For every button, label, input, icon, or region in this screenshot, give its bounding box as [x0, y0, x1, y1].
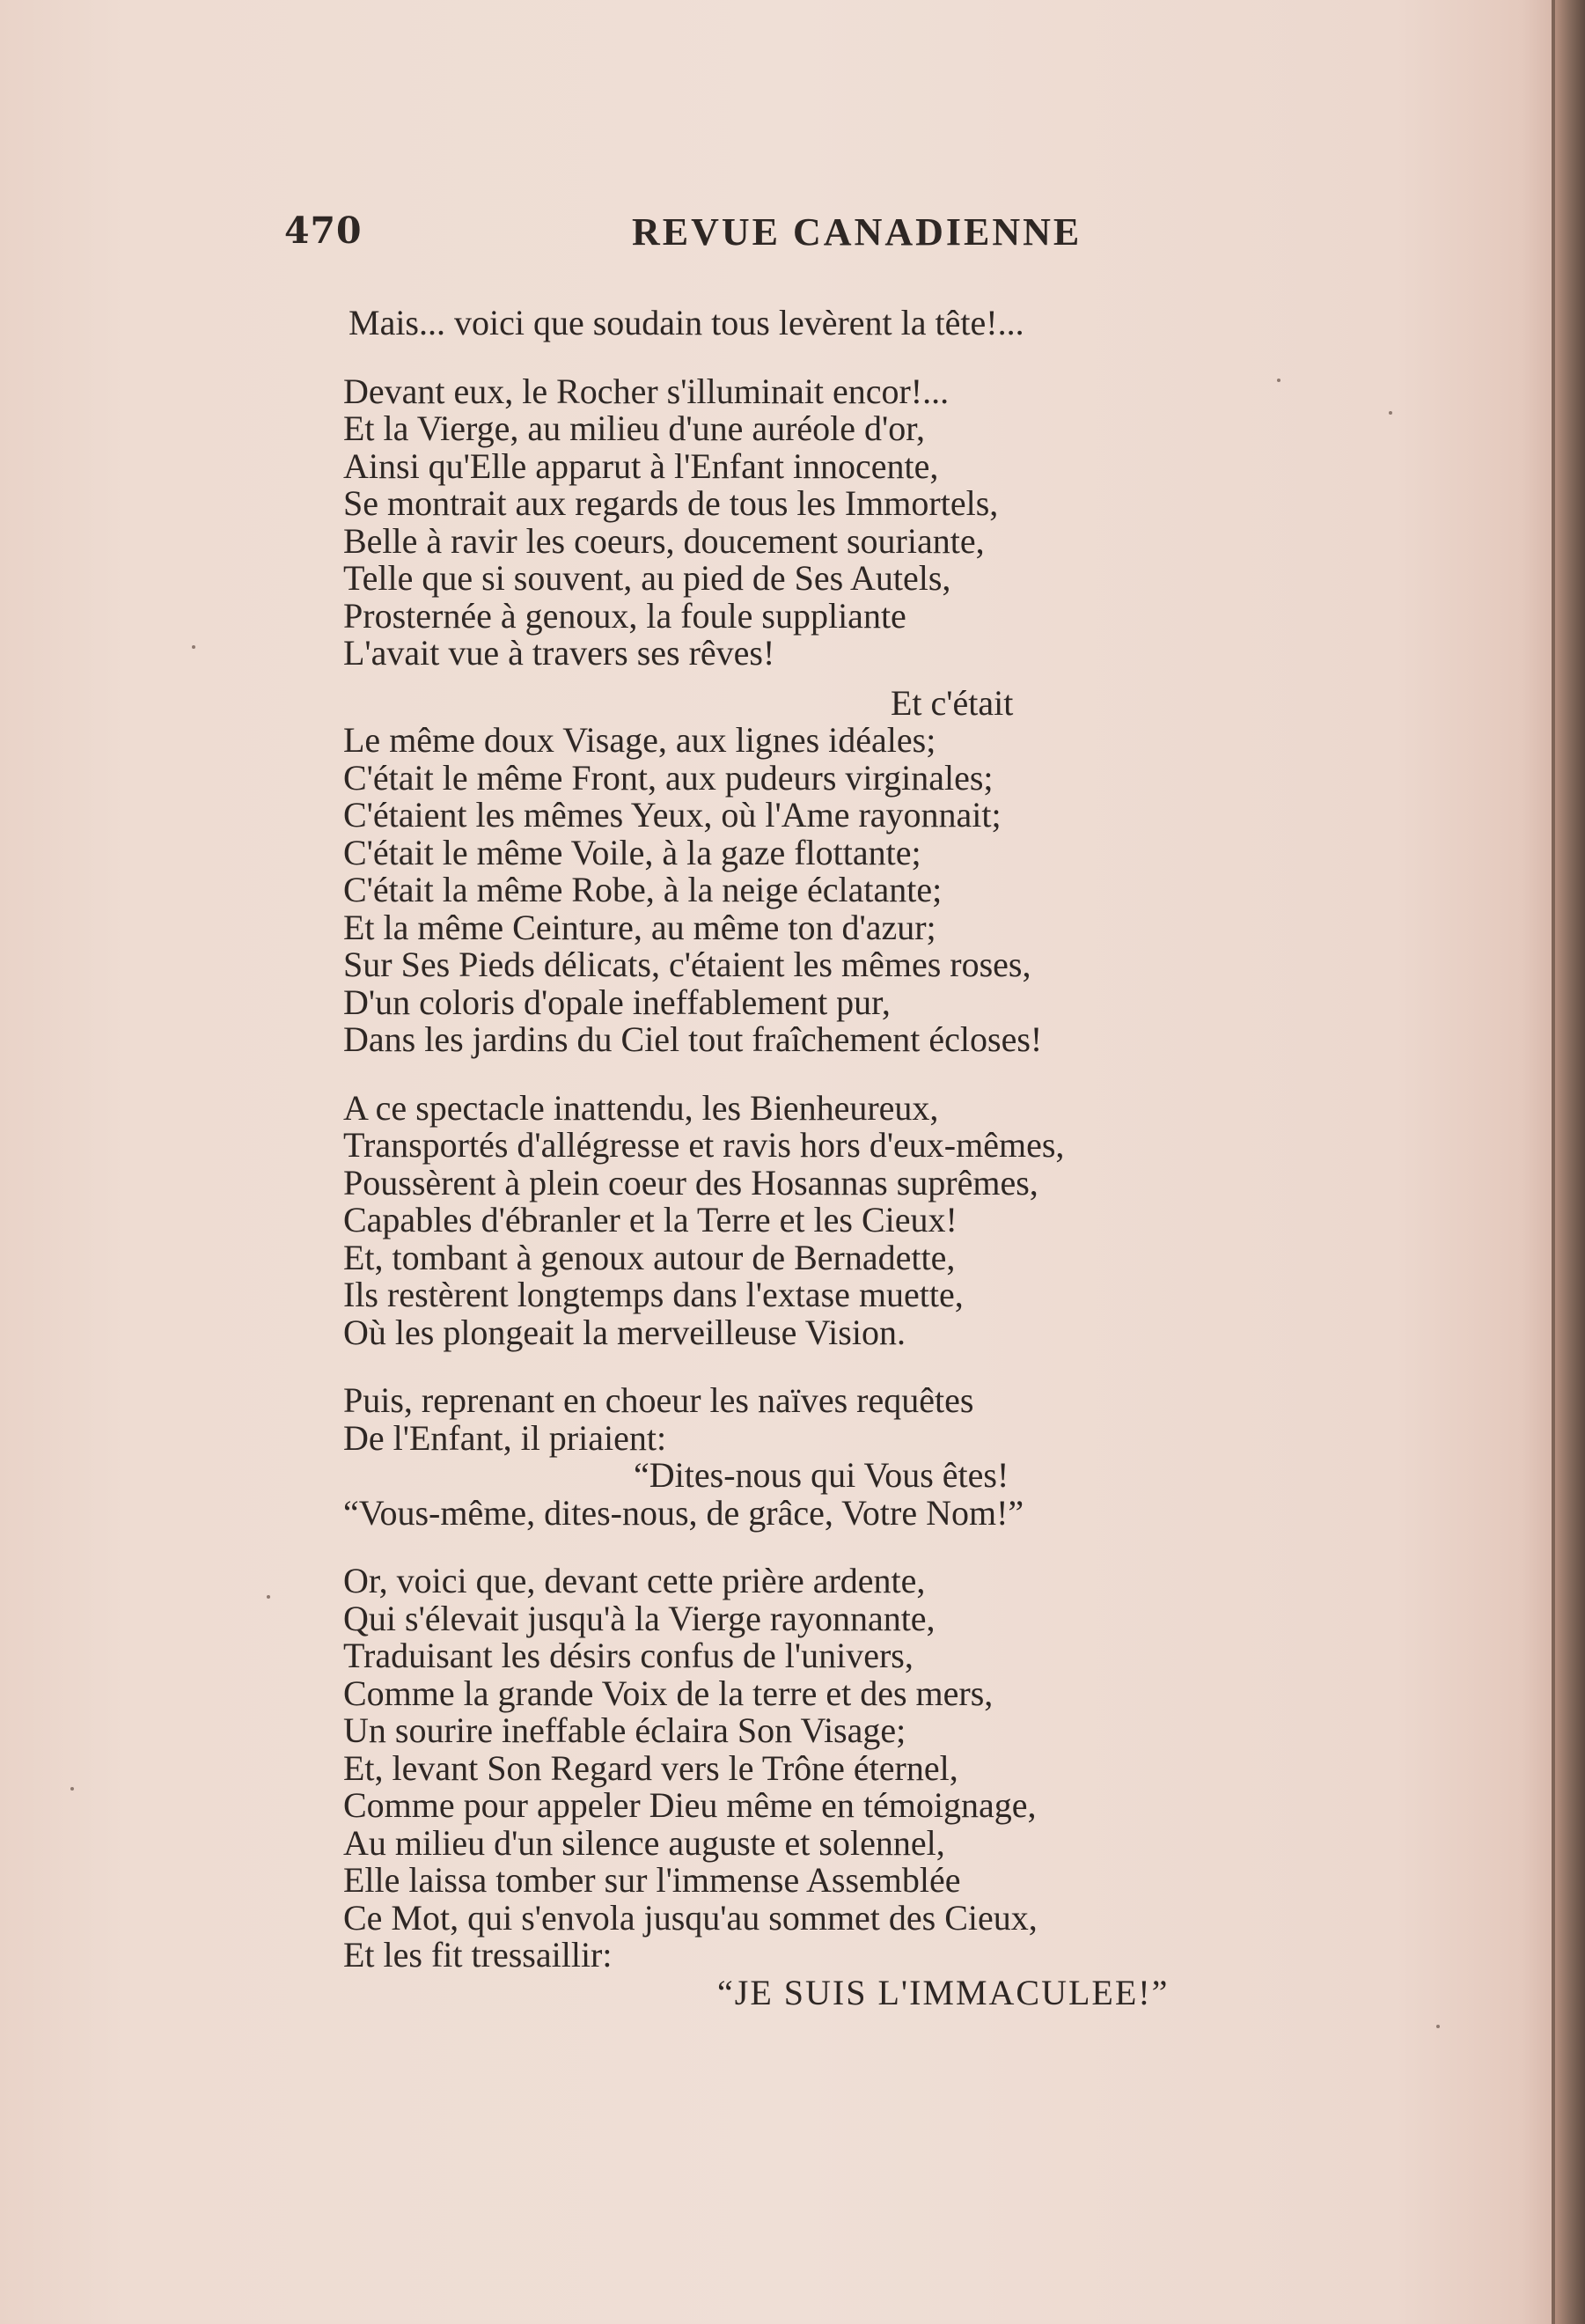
stanza-1 — [343, 305, 1223, 342]
poem-line: Ainsi qu'Elle apparut à l'Enfant innocente, — [343, 445, 939, 486]
stanza-gap — [343, 1351, 1223, 1382]
stanza-gap — [343, 1532, 1223, 1563]
stanza-5 — [343, 1382, 1223, 1532]
poem-line: C'était le même Voile, à la gaze flottante; — [343, 832, 921, 872]
paper-speck — [1389, 411, 1392, 415]
poem-line: D'un coloris d'opale ineffablement pur, — [343, 982, 891, 1022]
poem-line: Comme la grande Voix de la terre et des mers, — [343, 1673, 994, 1713]
paper-speck — [1277, 379, 1280, 382]
poem-line: Et, levant Son Regard vers le Trône éternel, — [343, 1747, 958, 1788]
poem-line: Sur Ses Pieds délicats, c'étaient les mêmes roses, — [343, 945, 1031, 984]
poem-line: Qui s'élevait jusqu'à la Vierge rayonnante, — [343, 1598, 936, 1638]
poem-line: Transportés d'allégresse et ravis hors d'eux-mêmes, — [343, 1125, 1065, 1165]
poem-line: Et la même Ceinture, au même ton d'azur; — [343, 907, 936, 947]
running-title: REVUE CANADIENNE — [632, 210, 1082, 254]
poem-line: Mais... voici que soudain tous levèrent la tête!... — [349, 303, 1024, 342]
paper-speck — [267, 1595, 270, 1599]
stanza-4 — [343, 1087, 1223, 1352]
poem-line-indented: “Dites-nous qui Vous êtes! — [634, 1455, 1009, 1495]
poem-line: A ce spectacle inattendu, les Bienheureux, — [343, 1087, 939, 1128]
poem-line: De l'Enfant, il priaient: — [343, 1417, 667, 1458]
poem-line: Au milieu d'un silence auguste et solennel, — [343, 1822, 945, 1863]
poem-line: Ce Mot, qui s'envola jusqu'au sommet des Cieux, — [343, 1897, 1038, 1938]
stanza-2 — [343, 373, 1223, 673]
poem-line: C'était le même Front, aux pudeurs virginales; — [343, 757, 994, 798]
poem-line: Capables d'ébranler et la Terre et les Cieux! — [343, 1200, 958, 1239]
stanza-gap — [343, 342, 1223, 373]
poem-line: Et la Vierge, au milieu d'une auréole d'or, — [343, 408, 925, 448]
poem-line: Ils restèrent longtemps dans l'extase muette, — [343, 1275, 964, 1314]
poem-final-line: “JE SUIS L'IMMACULEE!” — [717, 1972, 1170, 2012]
poem-line: Devant eux, le Rocher s'illuminait encor!... — [343, 371, 950, 411]
stanza-3 — [343, 682, 1223, 1059]
poem-line: Et, tombant à genoux autour de Bernadette, — [343, 1237, 956, 1277]
stanza-6 — [343, 1563, 1223, 2011]
poem-body — [343, 305, 1223, 2011]
poem-line: C'était la même Robe, à la neige éclatante; — [343, 870, 943, 909]
page-number: 470 — [284, 210, 363, 252]
poem-line: C'étaient les mêmes Yeux, où l'Ame rayonnait; — [343, 795, 1002, 835]
paper-speck — [1436, 2025, 1440, 2028]
poem-line: Comme pour appeler Dieu même en témoignage, — [343, 1785, 1037, 1825]
poem-line: “Vous-même, dites-nous, de grâce, Votre Nom!” — [343, 1492, 1024, 1533]
poem-line: Elle laissa tomber sur l'immense Assemblée — [343, 1860, 961, 1900]
poem-line: Et les fit tressaillir: — [343, 1935, 613, 1975]
paper-speck — [70, 1787, 74, 1791]
poem-line: Le même doux Visage, aux lignes idéales; — [343, 720, 936, 760]
poem-line: Traduisant les désirs confus de l'univers, — [343, 1636, 914, 1675]
poem-line: Or, voici que, devant cette prière ardente, — [343, 1561, 926, 1600]
poem-line: Dans les jardins du Ciel tout fraîchement écloses! — [343, 1019, 1043, 1059]
stanza-gap — [343, 673, 1223, 685]
poem-line: Prosternée à genoux, la foule suppliante — [343, 595, 906, 636]
poem-line: L'avait vue à travers ses rêves! — [343, 633, 775, 673]
page-header — [284, 210, 1164, 262]
poem-line: Un sourire ineffable éclaira Son Visage; — [343, 1710, 906, 1750]
poem-line: Poussèrent à plein coeur des Hosannas suprêmes, — [343, 1162, 1038, 1202]
poem-line-indented: Et c'était — [891, 682, 1014, 723]
poem-line: Se montrait aux regards de tous les Immortels, — [343, 483, 999, 523]
poem-line: Où les plongeait la merveilleuse Vision. — [343, 1312, 906, 1352]
page-edge-shadow — [1555, 0, 1585, 2324]
poem-line: Belle à ravir les coeurs, doucement souriante, — [343, 520, 985, 561]
paper-speck — [192, 645, 195, 649]
stanza-gap — [343, 1059, 1223, 1090]
poem-line: Telle que si souvent, au pied de Ses Autels, — [343, 558, 951, 598]
poem-line: Puis, reprenant en choeur les naïves requêtes — [343, 1380, 974, 1420]
